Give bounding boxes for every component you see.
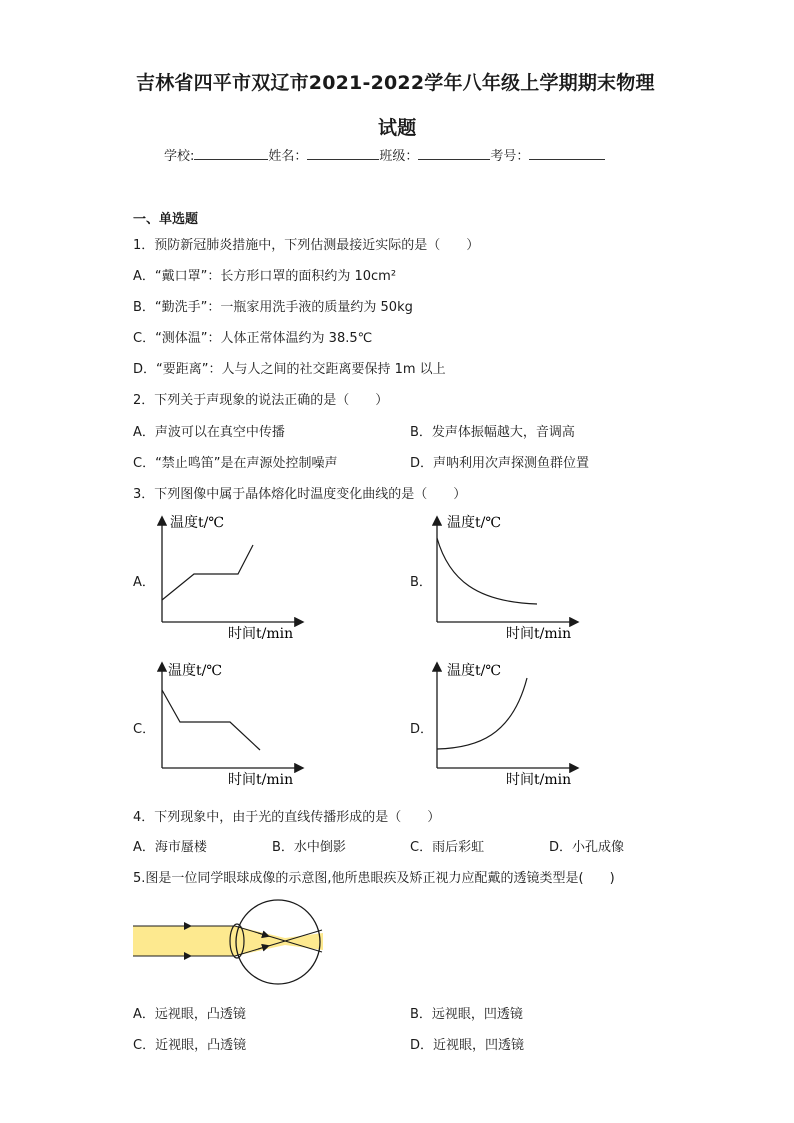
question-2-option-c[interactable]: C．“禁止鸣笛”是在声源处控制噪声 — [133, 456, 338, 471]
graph-a[interactable] — [150, 510, 310, 645]
section-heading: 一、单选题 — [133, 212, 199, 227]
page-title-continued: 试题 — [378, 117, 417, 139]
question-5-option-a[interactable]: A．远视眼，凸透镜 — [133, 1007, 246, 1022]
question-5-option-b[interactable]: B．远视眼，凹透镜 — [410, 1007, 523, 1022]
question-1-option-b[interactable]: B．“勤洗手”：一瓶家用洗手液的质量约为 50kg — [133, 300, 413, 315]
light-beam — [133, 926, 323, 956]
exam-number-label: 考号： — [490, 149, 530, 164]
x-axis-label: 时间t/min — [506, 626, 572, 642]
question-3-stem: 3．下列图像中属于晶体熔化时温度变化曲线的是（ ） — [133, 487, 467, 502]
question-2-stem: 2．下列关于声现象的说法正确的是（ ） — [133, 393, 389, 408]
question-1-stem: 1．预防新冠肺炎措施中，下列估测最接近实际的是（ ） — [133, 238, 480, 253]
temperature-curve — [162, 545, 253, 600]
school-blank[interactable] — [194, 145, 268, 160]
question-3-option-c-label[interactable]: C． — [133, 722, 156, 737]
y-axis-label: 温度t/℃ — [447, 663, 502, 679]
temperature-curve — [437, 538, 537, 604]
name-blank[interactable] — [307, 145, 379, 160]
graph-c[interactable] — [150, 656, 310, 791]
question-2-option-d[interactable]: D．声呐利用次声探测鱼群位置 — [410, 456, 590, 471]
y-axis-label: 温度t/℃ — [447, 515, 502, 531]
y-axis-label: 温度t/℃ — [170, 515, 225, 531]
exam-number-blank[interactable] — [529, 145, 605, 160]
x-axis-label: 时间t/min — [228, 772, 294, 788]
class-blank[interactable] — [418, 145, 490, 160]
student-info-line — [164, 145, 605, 164]
question-2-option-b[interactable]: B．发声体振幅越大，音调高 — [410, 425, 575, 440]
class-label: 班级： — [379, 149, 419, 164]
question-5-option-d[interactable]: D．近视眼，凹透镜 — [410, 1038, 525, 1053]
page-title: 吉林省四平市双辽市2021-2022学年八年级上学期期末物理 — [136, 72, 655, 94]
question-3-option-b-label[interactable]: B． — [410, 575, 432, 590]
question-1-option-c[interactable]: C．“测体温”：人体正常体温约为 38.5℃ — [133, 331, 373, 346]
temperature-curve — [437, 678, 527, 749]
question-5-option-c[interactable]: C．近视眼，凸透镜 — [133, 1038, 247, 1053]
temperature-curve — [162, 690, 260, 750]
question-4-stem: 4．下列现象中，由于光的直线传播形成的是（ ） — [133, 810, 441, 825]
school-label: 学校: — [164, 149, 195, 164]
eye-diagram — [130, 892, 330, 992]
y-axis-label: 温度t/℃ — [168, 663, 223, 679]
x-axis-label: 时间t/min — [506, 772, 572, 788]
question-1-option-d[interactable]: D．“要距离”：人与人之间的社交距离要保持 1m 以上 — [133, 362, 446, 377]
x-axis-label: 时间t/min — [228, 626, 294, 642]
question-4-option-a[interactable]: A．海市蜃楼 — [133, 840, 207, 855]
question-3-option-a-label[interactable]: A． — [133, 575, 155, 590]
graph-b[interactable] — [427, 510, 587, 645]
question-4-option-d[interactable]: D．小孔成像 — [549, 840, 625, 855]
question-5-stem: 5.图是一位同学眼球成像的示意图,他所患眼疾及矫正视力应配戴的透镜类型是( ) — [133, 871, 615, 886]
question-4-option-b[interactable]: B．水中倒影 — [272, 840, 346, 855]
question-2-option-a[interactable]: A．声波可以在真空中传播 — [133, 425, 285, 440]
name-label: 姓名： — [268, 149, 308, 164]
question-1-option-a[interactable]: A．“戴口罩”：长方形口罩的面积约为 10cm² — [133, 269, 397, 284]
question-3-option-d-label[interactable]: D． — [410, 722, 434, 737]
question-4-option-c[interactable]: C．雨后彩虹 — [410, 840, 485, 855]
graph-d[interactable] — [427, 656, 587, 791]
